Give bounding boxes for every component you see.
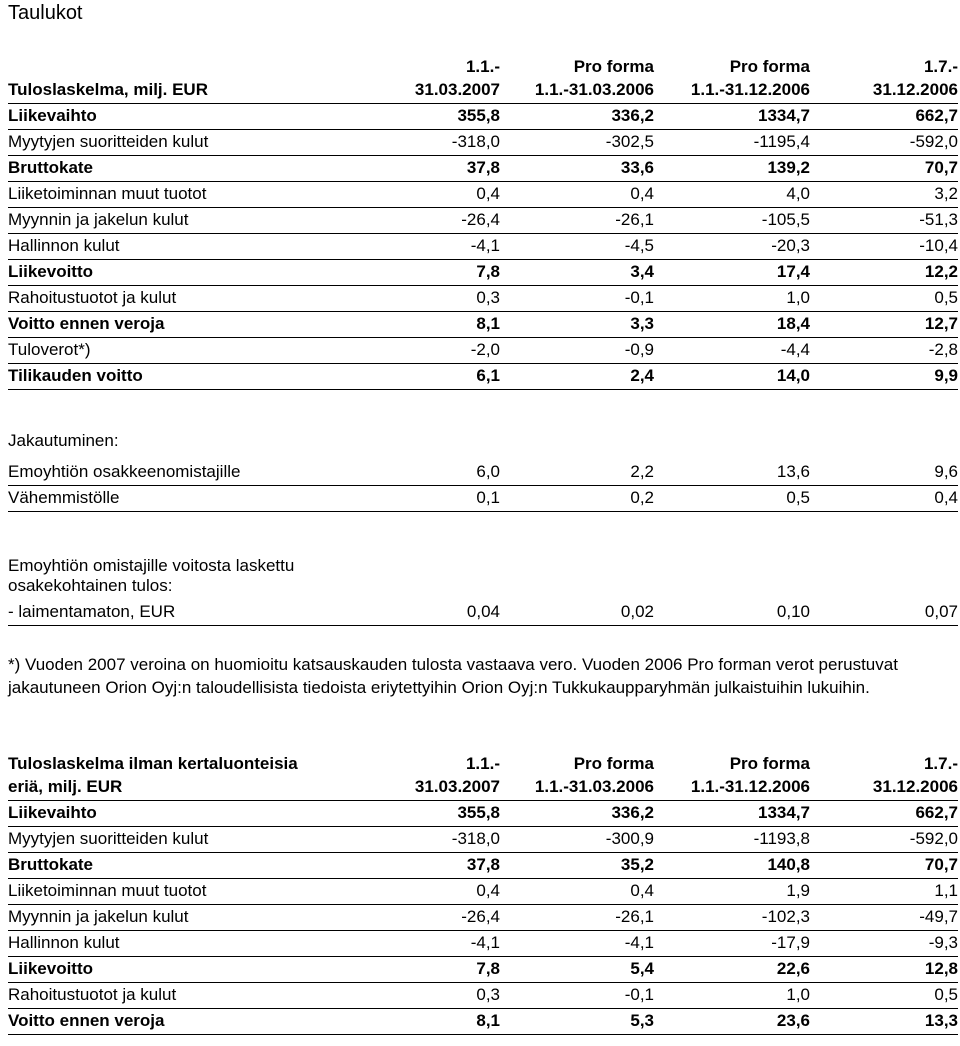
cell-value: 6,1 xyxy=(476,366,500,385)
cell-value: 5,4 xyxy=(630,959,654,978)
cell-value: 0,02 xyxy=(620,602,654,621)
table-header-label: Tuloslaskelma ilman kertaluonteisia eriä, milj. EUR xyxy=(8,754,298,796)
cell-value: 22,6 xyxy=(776,959,810,978)
footnote: *) Vuoden 2007 veroina on huomioitu katsauskauden tulosta vastaava vero. Vuoden 2006 Pro forman verot perustuvat jakautuneen Orion Oyj:n taloudellisista tiedoista eriytettyihin Orion Oyj:n Tukkukaupparyhmän julkaistuihin lukuihin. xyxy=(8,655,898,697)
cell-value: 23,6 xyxy=(776,1011,810,1030)
table-row xyxy=(8,983,958,1009)
cell-value: -592,0 xyxy=(909,132,958,151)
cell-value: 336,2 xyxy=(611,106,654,125)
cell-value: 0,04 xyxy=(466,602,500,621)
cell-value: 0,5 xyxy=(786,488,810,507)
cell-value: 355,8 xyxy=(457,803,500,822)
row-label: Bruttokate xyxy=(8,158,94,177)
col-header-h2-2006: 1.7.- 31.12.2006 xyxy=(872,57,958,99)
cell-value: 13,6 xyxy=(776,462,810,481)
row-label: Tuloverot*) xyxy=(8,340,91,359)
cell-value: 0,4 xyxy=(630,881,654,900)
row-label: Hallinnon kulut xyxy=(8,236,120,255)
cell-value: -26,1 xyxy=(615,210,654,229)
cell-value: -26,4 xyxy=(461,210,500,229)
cell-value: 7,8 xyxy=(476,959,500,978)
cell-value: -4,4 xyxy=(780,340,810,359)
cell-value: 7,8 xyxy=(476,262,500,281)
eps-table xyxy=(8,600,958,626)
row-label: Myytyjen suoritteiden kulut xyxy=(8,829,209,848)
cell-value: 140,8 xyxy=(767,855,810,874)
cell-value: -592,0 xyxy=(909,829,958,848)
row-label: Bruttokate xyxy=(8,855,94,874)
cell-value: -9,3 xyxy=(928,933,958,952)
table-row xyxy=(8,130,958,156)
cell-value: 9,9 xyxy=(934,366,958,385)
cell-value: 1,9 xyxy=(786,881,810,900)
cell-value: -4,5 xyxy=(624,236,654,255)
cell-value: 33,6 xyxy=(620,158,654,177)
table-header xyxy=(8,56,958,104)
income-statement-excl-items-table xyxy=(8,753,958,1035)
cell-value: -0,1 xyxy=(624,288,654,307)
cell-value: -20,3 xyxy=(771,236,810,255)
table-header xyxy=(8,753,958,801)
row-label: Myytyjen suoritteiden kulut xyxy=(8,132,209,151)
table-row xyxy=(8,486,958,512)
table-row xyxy=(8,364,958,390)
table-row xyxy=(8,286,958,312)
table-row xyxy=(8,931,958,957)
col-header-q1-2007: 1.1.- 31.03.2007 xyxy=(414,754,500,796)
cell-value: 336,2 xyxy=(611,803,654,822)
cell-value: -0,1 xyxy=(624,985,654,1004)
cell-value: 37,8 xyxy=(466,158,500,177)
distribution-label: Jakautuminen: xyxy=(8,431,119,450)
cell-value: 3,2 xyxy=(934,184,958,203)
table-row xyxy=(8,905,958,931)
cell-value: 8,1 xyxy=(476,314,500,333)
row-label: Liiketoiminnan muut tuotot xyxy=(8,184,207,203)
distribution-table xyxy=(8,460,958,512)
cell-value: -1195,4 xyxy=(753,132,810,151)
col-header-fy-2006: Pro forma 1.1.-31.12.2006 xyxy=(690,754,810,796)
table-row xyxy=(8,1009,958,1035)
row-label: Liikevaihto xyxy=(8,106,97,125)
cell-value: 18,4 xyxy=(776,314,810,333)
cell-value: 0,07 xyxy=(924,602,958,621)
cell-value: 0,10 xyxy=(776,602,810,621)
row-label: Liikevoitto xyxy=(8,262,94,281)
cell-value: -4,1 xyxy=(624,933,654,952)
cell-value: 3,3 xyxy=(630,314,654,333)
table-row xyxy=(8,104,958,130)
col-header-q1-2006: Pro forma 1.1.-31.03.2006 xyxy=(534,754,654,796)
cell-value: 355,8 xyxy=(457,106,500,125)
cell-value: 35,2 xyxy=(620,855,654,874)
cell-value: -300,9 xyxy=(605,829,654,848)
income-statement-table xyxy=(8,56,958,390)
cell-value: -17,9 xyxy=(771,933,810,952)
cell-value: -49,7 xyxy=(919,907,958,926)
row-label: Emoyhtiön osakkeenomistajille xyxy=(8,462,241,481)
cell-value: 1,0 xyxy=(786,288,810,307)
cell-value: 1334,7 xyxy=(758,803,810,822)
col-header-fy-2006: Pro forma 1.1.-31.12.2006 xyxy=(690,57,810,99)
cell-value: 12,8 xyxy=(924,959,958,978)
row-label: Hallinnon kulut xyxy=(8,933,120,952)
table-row xyxy=(8,827,958,853)
row-label: - laimentamaton, EUR xyxy=(8,602,176,621)
table-body xyxy=(8,801,958,1035)
page-title: Taulukot xyxy=(8,2,83,24)
cell-value: -105,5 xyxy=(761,210,810,229)
cell-value: 0,5 xyxy=(934,985,958,1004)
row-label: Voitto ennen veroja xyxy=(8,314,165,333)
cell-value: -2,0 xyxy=(470,340,500,359)
cell-value: 0,3 xyxy=(476,288,500,307)
table-row xyxy=(8,260,958,286)
cell-value: -318,0 xyxy=(451,132,500,151)
cell-value: -2,8 xyxy=(928,340,958,359)
cell-value: 13,3 xyxy=(924,1011,958,1030)
cell-value: 4,0 xyxy=(786,184,810,203)
cell-value: -102,3 xyxy=(761,907,810,926)
row-label: Liiketoiminnan muut tuotot xyxy=(8,881,207,900)
row-label: Liikevaihto xyxy=(8,803,97,822)
cell-value: 14,0 xyxy=(776,366,810,385)
col-header-q1-2007: 1.1.- 31.03.2007 xyxy=(414,57,500,99)
cell-value: 12,7 xyxy=(924,314,958,333)
table-row xyxy=(8,338,958,364)
cell-value: 1334,7 xyxy=(758,106,810,125)
cell-value: -4,1 xyxy=(470,236,500,255)
cell-value: -51,3 xyxy=(919,210,958,229)
cell-value: 5,3 xyxy=(630,1011,654,1030)
row-label: Vähemmistölle xyxy=(8,488,120,507)
cell-value: 9,6 xyxy=(934,462,958,481)
cell-value: 662,7 xyxy=(915,803,958,822)
cell-value: 662,7 xyxy=(915,106,958,125)
cell-value: 1,1 xyxy=(934,881,958,900)
table-row xyxy=(8,853,958,879)
table-row xyxy=(8,801,958,827)
table-header-label: Tuloslaskelma, milj. EUR xyxy=(8,80,208,99)
cell-value: 70,7 xyxy=(924,158,958,177)
cell-value: 6,0 xyxy=(476,462,500,481)
cell-value: 139,2 xyxy=(767,158,810,177)
cell-value: -302,5 xyxy=(605,132,654,151)
table-row xyxy=(8,879,958,905)
cell-value: -26,4 xyxy=(461,907,500,926)
table-row xyxy=(8,156,958,182)
row-label: Myynnin ja jakelun kulut xyxy=(8,907,189,926)
cell-value: 17,4 xyxy=(776,262,810,281)
table-row xyxy=(8,312,958,338)
table-row xyxy=(8,957,958,983)
col-header-q1-2006: Pro forma 1.1.-31.03.2006 xyxy=(534,57,654,99)
cell-value: 2,4 xyxy=(630,366,654,385)
table-row xyxy=(8,460,958,486)
col-header-h2-2006: 1.7.- 31.12.2006 xyxy=(872,754,958,796)
cell-value: 8,1 xyxy=(476,1011,500,1030)
cell-value: -4,1 xyxy=(470,933,500,952)
cell-value: 0,4 xyxy=(934,488,958,507)
row-label: Myynnin ja jakelun kulut xyxy=(8,210,189,229)
row-label: Liikevoitto xyxy=(8,959,94,978)
cell-value: 0,4 xyxy=(476,184,500,203)
row-label: Voitto ennen veroja xyxy=(8,1011,165,1030)
cell-value: -10,4 xyxy=(919,236,958,255)
cell-value: 37,8 xyxy=(466,855,500,874)
cell-value: 1,0 xyxy=(786,985,810,1004)
table-body xyxy=(8,104,958,390)
table-row xyxy=(8,234,958,260)
table-row xyxy=(8,182,958,208)
row-label: Rahoitustuotot ja kulut xyxy=(8,985,177,1004)
cell-value: 0,4 xyxy=(630,184,654,203)
cell-value: 0,5 xyxy=(934,288,958,307)
cell-value: 12,2 xyxy=(924,262,958,281)
cell-value: 0,2 xyxy=(630,488,654,507)
cell-value: -318,0 xyxy=(451,829,500,848)
table-row xyxy=(8,208,958,234)
eps-label: Emoyhtiön omistajille voitosta laskettu osakekohtainen tulos: xyxy=(8,556,295,595)
cell-value: -26,1 xyxy=(615,907,654,926)
cell-value: 2,2 xyxy=(630,462,654,481)
cell-value: 0,3 xyxy=(476,985,500,1004)
table-row xyxy=(8,600,958,626)
row-label: Tilikauden voitto xyxy=(8,366,143,385)
row-label: Rahoitustuotot ja kulut xyxy=(8,288,177,307)
cell-value: -1193,8 xyxy=(753,829,810,848)
cell-value: -0,9 xyxy=(624,340,654,359)
cell-value: 0,4 xyxy=(476,881,500,900)
cell-value: 70,7 xyxy=(924,855,958,874)
cell-value: 3,4 xyxy=(630,262,654,281)
cell-value: 0,1 xyxy=(476,488,500,507)
